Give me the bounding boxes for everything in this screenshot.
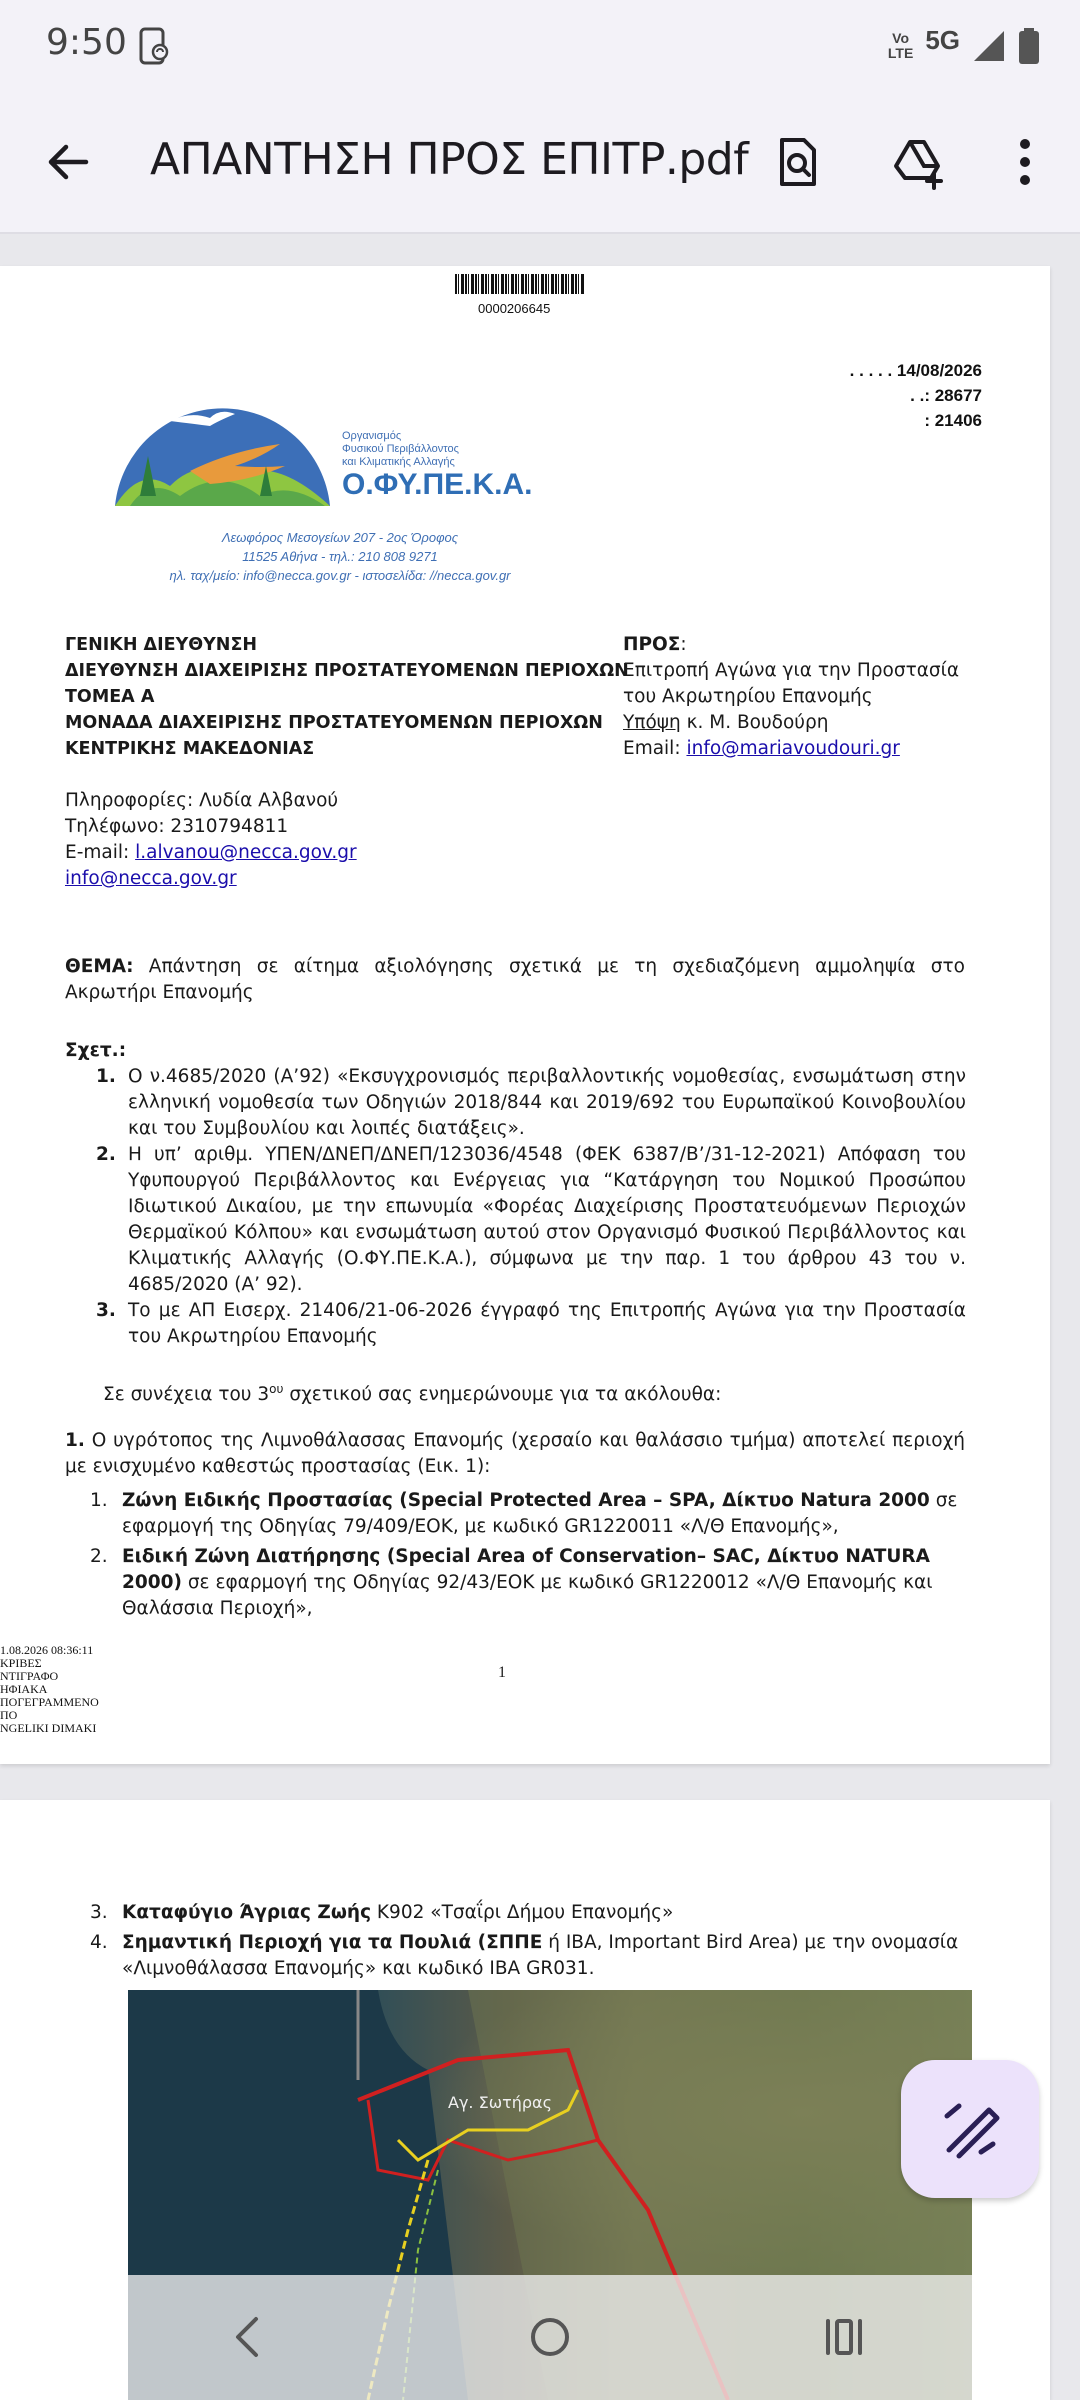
protection-list bbox=[90, 1488, 970, 1622]
ref-id: : 21406 bbox=[924, 411, 982, 430]
references-label: Σχετ.: bbox=[65, 1040, 127, 1061]
edit-pen-icon bbox=[901, 2060, 1039, 2198]
protection-item: 3. Καταφύγιο Άγριας Ζωής Κ902 «Τσαΐρι Δήμου Επανομής» bbox=[90, 1902, 674, 1923]
barcode-number: 0000206645 bbox=[478, 301, 551, 316]
network-type: 5G bbox=[925, 24, 960, 55]
signal-icon bbox=[972, 29, 1006, 63]
data-sync-icon bbox=[138, 26, 170, 66]
subject-line: ΘΕΜΑ: Απάντηση σε αίτημα αξιολόγησης σχετικά με τη σχεδιαζόμενη αμμοληψία στο Ακρωτήρι Επανομής bbox=[65, 956, 965, 1003]
signature-stamp: 1.08.2026 08:36:11 ΚΡΙΒΕΣ ΝΤΙΓΡΑΦΟ ΗΦΙΑΚΑ ΠΟΓΕΓΡΑΜΜΕΝΟ ΠΟ NGELIKI DIMAKI bbox=[0, 1643, 99, 1735]
system-nav-bar bbox=[128, 2275, 972, 2400]
annotate-fab[interactable] bbox=[901, 2060, 1039, 2198]
contact-email-link-2[interactable]: info@necca.gov.gr bbox=[65, 868, 237, 889]
recipient-email-link[interactable]: info@mariavoudouri.gr bbox=[686, 738, 900, 759]
logo-brand: Ο.ΦΥ.ΠΕ.Κ.Α. bbox=[342, 468, 533, 501]
battery-icon bbox=[1018, 28, 1040, 64]
page-number: 1 bbox=[498, 1664, 506, 1681]
point-1: 1. Ο υγρότοπος της Λιμνοθάλασσας Επανομής (χερσαίο και θαλάσσιο τμήμα) αποτελεί περιοχή με ενισχυμένο καθεστώς προστασίας (Εικ. 1): bbox=[65, 1430, 965, 1477]
document-title: ΑΠΑΝΤΗΣΗ ΠΡΟΣ ΕΠΙΤΡ.pdf bbox=[150, 134, 749, 185]
protection-item: 2. Ειδική Ζώνη Διατήρησης (Special Area of Conservation– SAC, Δίκτυο NATURA 2000) σε εφαρμογή της Οδηγίας 92/43/ΕΟΚ με κωδικό GR1220012 «Λ/Θ Επανομής και Θαλάσσια Περιοχή», bbox=[90, 1546, 933, 1619]
map-place-label: Αγ. Σωτήρας bbox=[448, 2093, 552, 2112]
ref-date: . . . . . 14/08/2026 bbox=[849, 361, 982, 380]
reference-item: 1. Ο ν.4685/2020 (Α’92) «Εκσυγχρονισμός περιβαλλοντικής νομοθεσίας, ενσωμάτωση στην ελληνική νομοθεσία των Οδηγιών 2018/844 και 2019/692 του Ευρωπαϊκού Κοινοβουλίου και του Συμβουλίου και λοιπές διατάξεις». bbox=[96, 1066, 966, 1139]
ref-protocol: . .: 28677 bbox=[910, 386, 982, 405]
volte-indicator: Vo LTE bbox=[887, 30, 914, 61]
sender-block: ΓΕΝΙΚΗ ΔΙΕΥΘΥΝΣΗ ΔΙΕΥΘΥΝΣΗ ΔΙΑΧΕΙΡΙΣΗΣ ΠΡΟΣΤΑΤΕΥΟΜΕΝΩΝ ΠΕΡΙΟΧΩΝ ΤΟΜΕΑ Α ΜΟΝΑΔΑ ΔΙΑΧΕΙΡΙΣΗΣ ΠΡΟΣΤΑΤΕΥΟΜΕΝΩΝ ΠΕΡΙΟΧΩΝ ΚΕΝΤΡΙΚΗΣ ΜΑΚΕΔΟΝΙΑΣ bbox=[65, 635, 629, 759]
recipient-block: ΠΡΟΣ: Επιτροπή Αγώνα για την Προστασία του Ακρωτηρίου Επανομής Υπόψη κ. Μ. Βουδούρη Email: info@mariavoudouri.gr bbox=[623, 634, 960, 759]
logo-address: Λεωφόρος Μεσογείων 207 - 2ος Όροφος 11525 Αθήνα - τηλ.: 210 808 9271 ηλ. ταχ/μείο: info@necca.gov.gr - ιστοσελίδα: //necca.gov.gr bbox=[169, 530, 511, 583]
status-bar bbox=[0, 0, 1080, 90]
status-right bbox=[888, 24, 1040, 68]
reference-block bbox=[850, 358, 982, 433]
references-list bbox=[96, 1064, 966, 1350]
nav-recents-icon[interactable] bbox=[812, 2305, 876, 2369]
intro-line: Σε συνέχεια του $3^{o\upsilon}$ σχετικού σας ενημερώνουμε για τα ακόλουθα: bbox=[103, 1382, 722, 1406]
contact-email-link-1[interactable]: l.alvanou@necca.gov.gr bbox=[135, 842, 357, 863]
protection-item: 1. Ζώνη Ειδικής Προστασίας (Special Protected Area – SPA, Δίκτυο Natura 2000 σε εφαρμογή της Οδηγίας 79/409/ΕΟΚ, με κωδικό GR1220011 «Λ/Θ Επανομής», bbox=[90, 1490, 958, 1537]
logo-tagline: Οργανισμός Φυσικού Περιβάλλοντος και Κλιματικής Αλλαγής bbox=[342, 430, 459, 468]
contact-block: Πληροφορίες: Λυδία Αλβανού Τηλέφωνο: 2310794811 E-mail: l.alvanou@necca.gov.gr info@necca.gov.gr bbox=[65, 790, 357, 889]
protection-item: 4. Σημαντική Περιοχή για τα Πουλιά (ΣΠΠΕ ή IBA, Important Bird Area) με την ονομασία «Λιμνοθάλασσα Επανομής» και κωδικό IBA GR031. bbox=[90, 1932, 959, 1979]
protection-list-continued bbox=[90, 1900, 970, 1982]
nav-home-icon[interactable] bbox=[518, 2305, 582, 2369]
nav-back-icon[interactable] bbox=[216, 2305, 280, 2369]
pdf-page-1[interactable] bbox=[0, 266, 1050, 1764]
app-bar bbox=[0, 90, 1080, 234]
status-time: 9:50 bbox=[46, 22, 127, 63]
more-vert-icon[interactable] bbox=[1000, 134, 1056, 190]
barcode bbox=[455, 274, 585, 294]
reference-item: 3. Το με ΑΠ Εισερχ. 21406/21-06-2026 έγγραφό της Επιτροπής Αγώνα για την Προστασία του Ακρωτηρίου Επανομής bbox=[96, 1300, 966, 1347]
add-to-drive-icon[interactable] bbox=[890, 134, 946, 190]
logo-emblem-icon bbox=[110, 396, 335, 516]
ofypeka-logo bbox=[110, 396, 570, 626]
reference-item: 2. Η υπ’ αριθμ. ΥΠΕΝ/ΔΝΕΠ/ΔΝΕΠ/123036/4548 (ΦΕΚ 6387/Β’/31-12-2021) Απόφαση του Υφυπουργού Περιβάλλοντος και Ενέργειας για “Κατάργηση του Νομικού Προσώπου Ιδιωτικού Δικαίου, με την επωνυμία «Φορέας Διαχείρισης Προστατευόμενων Περιοχών Θερμαϊκού Κόλπου» και ενσωμάτωση αυτού στον Οργανισμό Φυσικού Περιβάλλοντος και Κλιματικής Αλλαγής (Ο.ΦΥ.ΠΕ.Κ.Α.), σύμφωνα με την παρ. 1 του άρθρου 43 του ν. 4685/2020 (Α’ 92). bbox=[96, 1144, 966, 1295]
back-arrow-icon[interactable] bbox=[40, 134, 96, 190]
search-document-icon[interactable] bbox=[770, 134, 826, 190]
